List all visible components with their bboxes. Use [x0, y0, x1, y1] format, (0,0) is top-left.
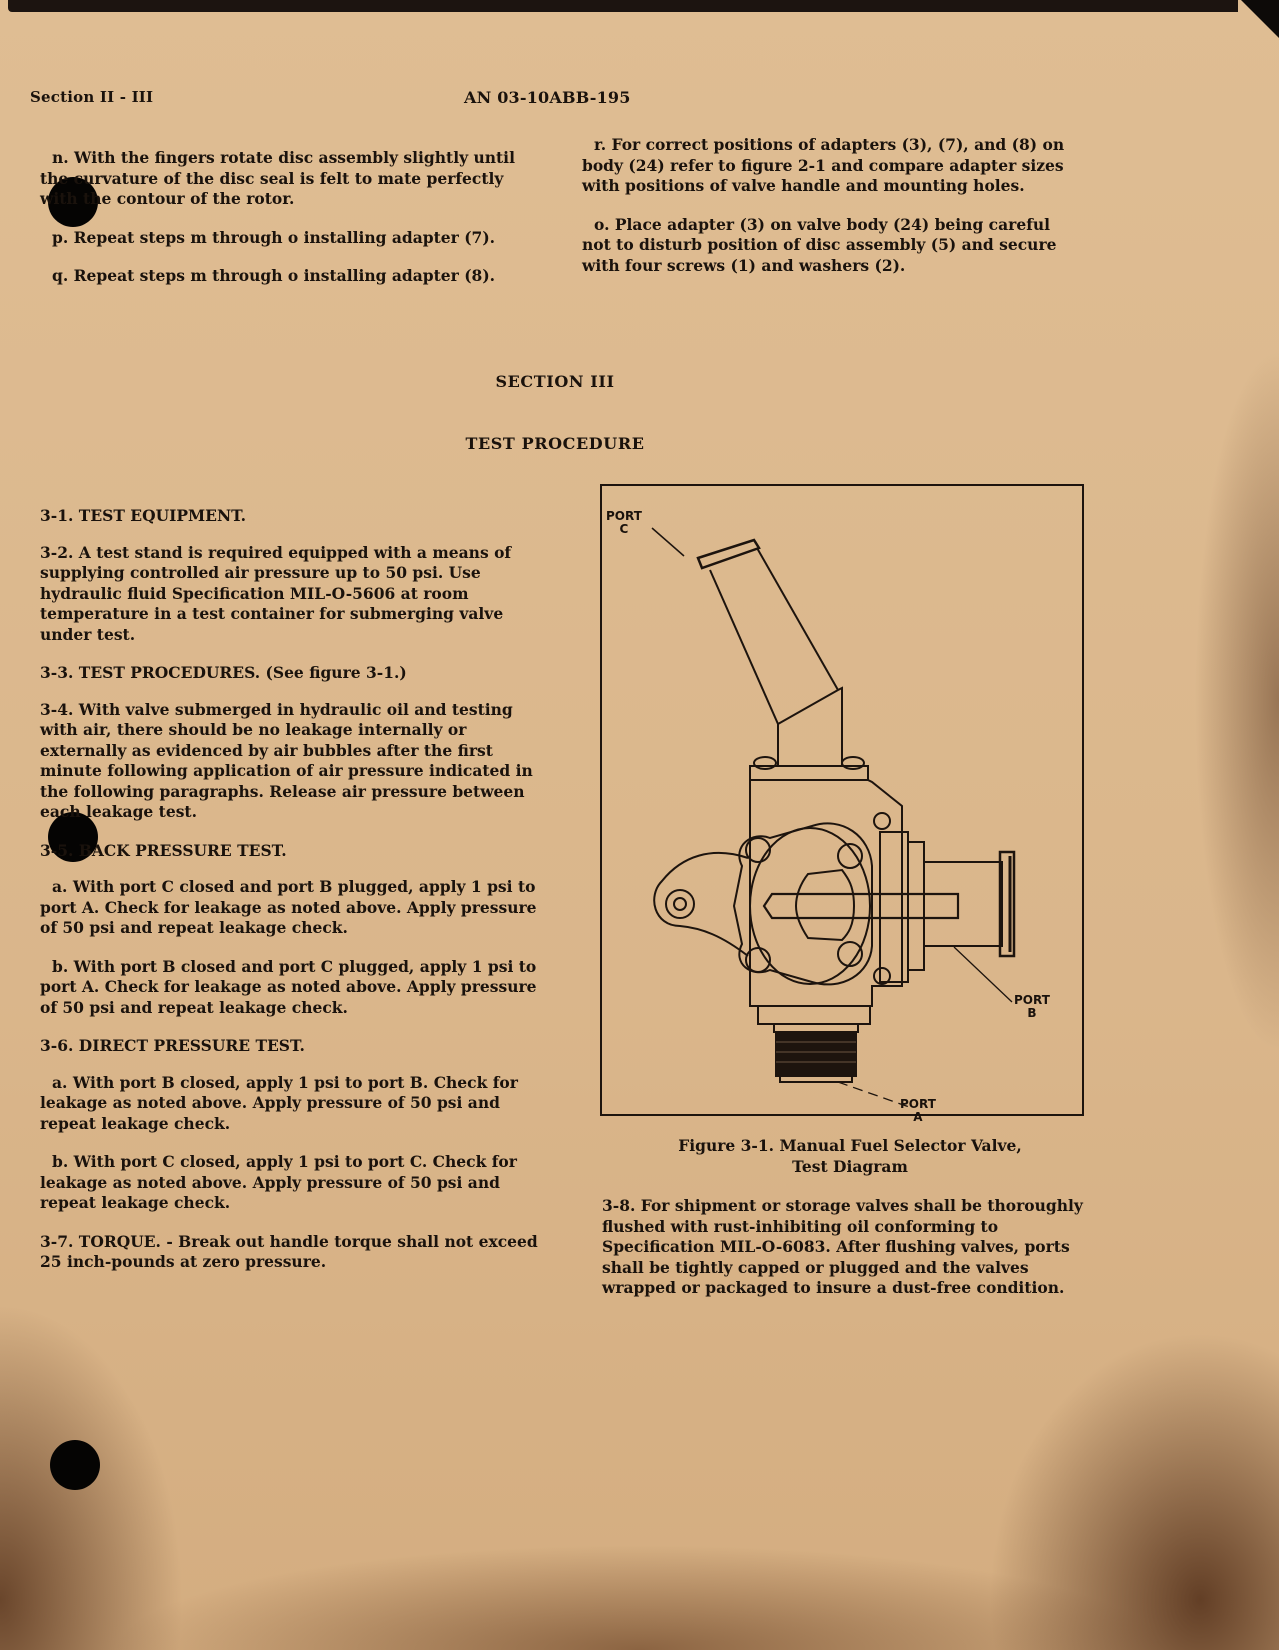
clipped-corner [1241, 0, 1279, 38]
heading-3-5: 3-5. BACK PRESSURE TEST. [40, 840, 287, 860]
paragraph-n: n. With the fingers rotate disc assembly slightly until the curvature of the disc seal is felt to mate perfectly with the contour of the rotor. [40, 148, 515, 208]
right-bottom-column [602, 1196, 1092, 1317]
left-top-column [40, 148, 528, 305]
port-b-label: PORT B [1014, 993, 1050, 1020]
paragraph-o: o. Place adapter (3) on valve body (24) being careful not to disturb position of disc assembly (5) and secure with four screws (1) and washers (2). [582, 214, 1057, 275]
paragraph-q: q. Repeat steps m through o installing adapter (8). [52, 266, 496, 285]
heading-3-1: 3-1. TEST EQUIPMENT. [40, 506, 247, 525]
paragraph-3-8: 3-8. For shipment or storage valves shall be thoroughly flushed with rust-inhibiting oil conforming to Specification MIL-O-6083. After flushing valves, ports shall be tightly capped or plugged and the valves wrapped or packaged to insure a dust-free condition. [602, 1196, 1083, 1297]
section-title: SECTION III [495, 372, 615, 391]
paragraph-3-7: 3-7. TORQUE. - Break out handle torque shall not exceed 25 inch-pounds at zero pressure. [40, 1231, 538, 1271]
paragraph-3-6-a: a. With port B closed, apply 1 psi to port B. Check for leakage as noted above. Apply pressure of 50 psi and repeat leakage check. [40, 1072, 518, 1133]
port-a-label: PORT A [900, 1097, 936, 1124]
paragraph-3-2: 3-2. A test stand is required equipped with a means of supplying controlled air pressure up to 50 psi. Use hydraulic fluid Specification MIL-O-5606 at room temperature in a test container for submerging valve under test. [40, 542, 512, 644]
scan-edge-strip [8, 0, 1238, 12]
document-number: AN 03-10ABB-195 [464, 88, 631, 107]
figure-caption: Figure 3-1. Manual Fuel Selector Valve, Test Diagram [678, 1136, 1022, 1176]
figure-3-1-frame [600, 484, 1084, 1124]
paragraph-3-6-b: b. With port C closed, apply 1 psi to port C. Check for leakage as noted above. Apply pressure of 50 psi and repeat leakage check. [40, 1152, 517, 1212]
paragraph-p: p. Repeat steps m through o installing adapter (7). [52, 227, 496, 247]
section-reference: Section II - III [30, 88, 154, 106]
left-column [40, 506, 540, 1291]
heading-3-3: 3-3. TEST PROCEDURES. (See figure 3-1.) [40, 663, 407, 682]
valve-diagram-icon [602, 486, 1082, 1114]
port-c-label: PORT C [606, 509, 642, 536]
paragraph-r: r. For correct positions of adapters (3), (7), and (8) on body (24) refer to figure 2-1 and compare adapter sizes with positions of valve handle and mounting holes. [582, 135, 1065, 195]
paragraph-3-5-a: a. With port C closed and port B plugged, apply 1 psi to port A. Check for leakage as noted above. Apply pressure of 50 psi and repeat leakage check. [40, 877, 537, 937]
binder-hole [50, 1440, 100, 1490]
heading-3-6: 3-6. DIRECT PRESSURE TEST. [40, 1036, 305, 1055]
section-subtitle: TEST PROCEDURE [465, 434, 645, 453]
right-top-column [582, 135, 1072, 294]
paragraph-3-5-b: b. With port B closed and port C plugged, apply 1 psi to port A. Check for leakage as noted above. Apply pressure of 50 psi and repeat leakage check. [40, 956, 537, 1017]
paragraph-3-4: 3-4. With valve submerged in hydraulic oil and testing with air, there should be no leakage internally or externally as evidenced by air bubbles after the first minute following application of air pressure indicated in the following paragraphs. Release air pressure between each leakage test. [40, 699, 533, 821]
